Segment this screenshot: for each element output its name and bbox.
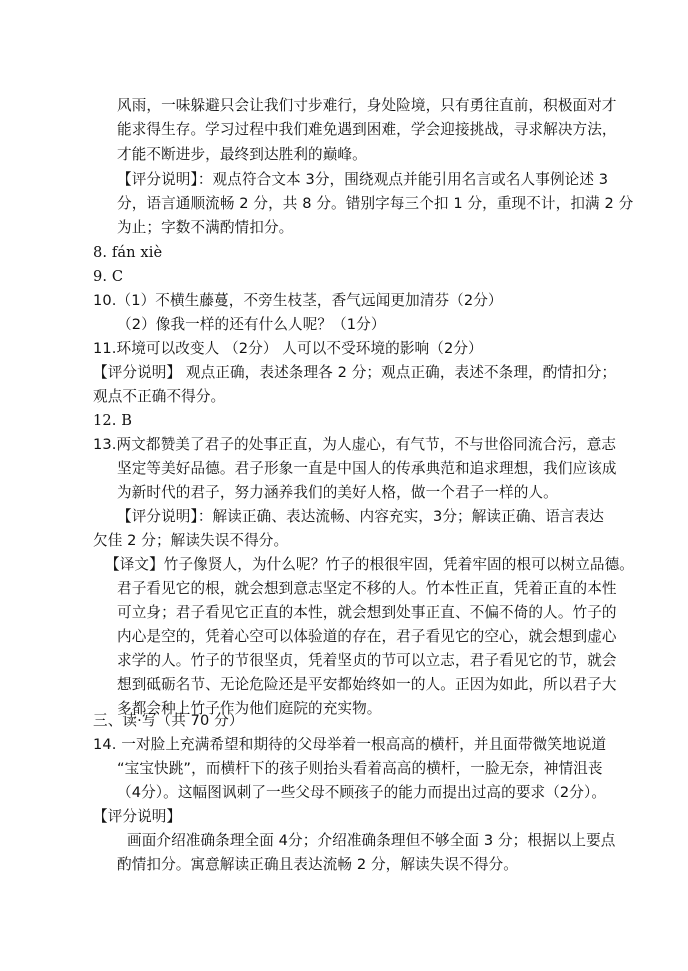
answer-13-scoring-line-1: 【评分说明】：解读正确、表达流畅、内容充实，3分；解读正确、语言表达 xyxy=(117,508,604,525)
scoring-note-line-3: 为止；字数不满酌情扣分。 xyxy=(117,219,294,236)
answer-14-scoring-heading: 【评分说明】 xyxy=(93,808,182,825)
answer-8: 8. fán xiè xyxy=(93,244,163,261)
translation-line-6: 想到砥砺名节、无论危险还是平安都始终如一的人。正因为如此，所以君子大 xyxy=(117,676,617,693)
answer-14-line-2: “宝宝快跳”，而横杆下的孩子则抬头看着高高的横杆，一脸无奈，神情沮丧 xyxy=(117,760,603,777)
translation-line-4: 内心是空的，凭着心空可以体验道的存在，君子看见它的空心，就会想到虚心 xyxy=(117,628,617,645)
answer-13-line-2: 坚定等美好品德。君子形象一直是中国人的传承典范和追求理想，我们应该成 xyxy=(117,460,617,477)
essay-continuation-line-2: 能求得生存。学习过程中我们难免遇到困难，学会迎接挑战，寻求解决方法， xyxy=(117,121,617,138)
answer-11-scoring-line-1: 【评分说明】 观点正确，表述条理各 2 分；观点正确，表述不条理，酌情扣分； xyxy=(93,364,617,381)
translation-line-5: 求学的人。竹子的节很坚贞，凭着坚贞的节可以立志，君子看见它的节，就会 xyxy=(117,652,617,669)
essay-continuation-line-3: 才能不断进步，最终到达胜利的巅峰。 xyxy=(117,146,367,163)
answer-10-part-1: 10.（1）不横生藤蔓，不旁生枝茎，香气远闻更加清芬（2分） xyxy=(93,292,503,309)
translation-line-7: 多都会种上竹子作为他们庭院的充实物。 xyxy=(117,700,382,717)
answer-13-scoring-line-2: 欠佳 2 分；解读失误不得分。 xyxy=(93,532,289,549)
answer-14-line-1: 14. 一对脸上充满希望和期待的父母举着一根高高的横杆，并且面带微笑地说道 xyxy=(93,736,607,753)
answer-13-line-1: 13.两文都赞美了君子的处事正直，为人虚心，有气节，不与世俗同流合污，意志 xyxy=(93,436,617,453)
translation-line-3: 可立身；君子看见它正直的本性，就会想到处事正直、不偏不倚的人。竹子的 xyxy=(117,604,617,621)
answer-11: 11.环境可以改变人 （2分） 人可以不受环境的影响（2分） xyxy=(93,340,483,357)
answer-14-scoring-line-1: 画面介绍准确条理全面 4分；介绍准确条理但不够全面 3 分；根据以上要点 xyxy=(127,832,616,849)
section-3-heading: 三、读·写（共 70 分） xyxy=(93,712,244,729)
translation-line-1: 【译文】竹子像贤人，为什么呢？竹子的根很牢固，凭着牢固的根可以树立品德。 xyxy=(105,556,634,573)
answer-11-scoring-line-2: 观点不正确不得分。 xyxy=(93,388,226,405)
answer-14-line-3: （4分）。这幅图讽刺了一些父母不顾孩子的能力而提出过高的要求（2分）。 xyxy=(117,784,607,801)
answer-12: 12. B xyxy=(93,412,133,429)
answer-13-line-3: 为新时代的君子，努力涵养我们的美好人格，做一个君子一样的人。 xyxy=(117,484,558,501)
scoring-note-line-2: 分，语言通顺流畅 2 分，共 8 分。错别字每三个扣 1 分，重现不计，扣满 2 分 xyxy=(117,195,634,212)
essay-continuation-line-1: 风雨，一味躲避只会让我们寸步难行，身处险境，只有勇往直前，积极面对才 xyxy=(117,97,617,114)
answer-9: 9. C xyxy=(93,268,124,285)
scoring-note-line-1: 【评分说明】：观点符合文本 3分，围绕观点并能引用名言或名人事例论述 3 xyxy=(117,171,609,188)
answer-10-part-2: （2）像我一样的还有什么人呢？（1分） xyxy=(117,316,386,333)
translation-line-2: 君子看见它的根，就会想到意志坚定不移的人。竹本性正直，凭着正直的本性 xyxy=(117,580,617,597)
answer-14-scoring-line-2: 酌情扣分。寓意解读正确且表达流畅 2 分，解读失误不得分。 xyxy=(117,856,518,873)
